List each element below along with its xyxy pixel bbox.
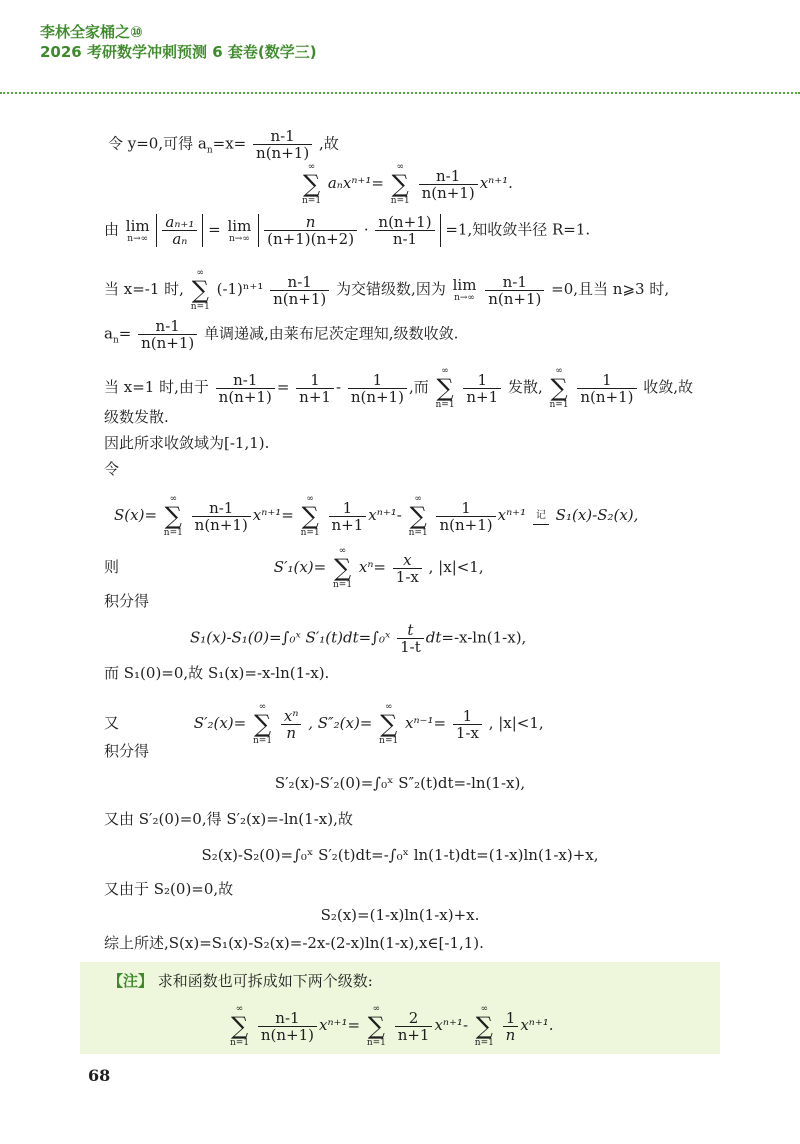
fraction: $\frac{\text{xⁿ}}{n}$ [281,708,302,741]
sum-symbol: ∞ ∑ n=1 [379,702,399,746]
book-title: 2026 考研数学冲刺预测 6 套卷(数学三) [40,43,317,61]
sum-symbol: ∞ ∑ n=1 [230,1004,250,1048]
fraction: $\frac{t}{1-t}$ [397,622,424,655]
sum-symbol: ∞ ∑ n=1 [333,546,353,590]
fraction: $\frac{1}{n+1}$ [296,372,334,405]
abs-value: $\frac{n}{(n+1)(n+2)}$ · $\frac{n(n+1)}{n-1}$ [258,214,440,247]
fraction: $\frac{1}{n}$ [503,1010,519,1043]
sum-symbol: ∞ ∑ n=1 [300,494,320,538]
text-line: $a_n=$ $\frac{n-1}{n(n+1)}$ 单调递减,由莱布尼茨定理知,级数收敛. [104,317,459,352]
text-line: 当 x=-1 时, ∞ ∑ n=1 (-1)ⁿ⁺¹ $\frac{n-1}{n(n+1)}$ 为交错级数,因为 lim n→∞ $\frac{n-1}{n(n+1)}$ =0,且当 n⩾3 时, [104,268,670,312]
text-line: 综上所述,S(x)=S₁(x)-S₂(x)=-2x-(2-x)ln(1-x),x∈[-1,1). [104,934,484,952]
sum-symbol: ∞ ∑ n=1 [366,1004,386,1048]
text-line: 又由 S′₂(0)=0,得 S′₂(x)=-ln(1-x),故 [104,810,353,828]
limit: lim n→∞ [452,276,477,303]
formula-line: S₁(x)-S₁(0)=∫₀ˣ S′₁(t)dt=∫₀ˣ $\frac{t}{1-t}$ dt=-x-ln(1-x), [190,621,527,656]
page-number: 68 [88,1066,111,1085]
limit: lim n→∞ [227,216,252,244]
series-title: 李林全家桶之⑩ [40,23,143,41]
fraction: $\frac{1}{n(n+1)}$ [436,500,495,533]
fraction: $\frac{n-1}{n(n+1)}$ [192,500,251,533]
fraction: $\frac{n-1}{n(n+1)}$ [253,128,312,161]
sum-symbol: ∞ ∑ n=1 [190,268,210,312]
fraction: $\frac{n-1}{n(n+1)}$ [138,318,197,351]
formula-line: 则 S′₁(x)= ∞ ∑ n=1 xⁿ= $\frac{x}{1-x}$ , |x|<1, [104,546,484,590]
formula-line: S′₂(x)-S′₂(0)=∫₀ˣ S″₂(t)dt=-ln(1-x), [274,774,526,792]
sum-symbol: ∞ ∑ n=1 [302,162,322,206]
formula-line: ∞ ∑ n=1 aₙxⁿ⁺¹= ∞ ∑ n=1 $\frac{n-1}{n(n+1)}$ xⁿ⁺¹. [302,162,513,206]
fraction: $\frac{n-1}{n(n+1)}$ [419,168,478,201]
limit: lim n→∞ [125,216,150,244]
sum-symbol: ∞ ∑ n=1 [435,366,455,410]
sum-symbol: ∞ ∑ n=1 [253,702,273,746]
fraction: $\frac{x}{1-x}$ [393,552,422,585]
formula-line: S₂(x)=(1-x)ln(1-x)+x. [320,906,480,924]
text-line: 积分得 [104,592,150,610]
text-line: 积分得 [104,742,150,760]
note-line: 【注】 求和函数也可拆成如下两个级数: [108,972,373,990]
fraction: $\frac{n-1}{n(n+1)}$ [485,274,544,307]
fraction: $\frac{1}{n(n+1)}$ [348,372,407,405]
fraction: $\frac{n-1}{n(n+1)}$ [216,372,275,405]
formula-line: 又 S′₂(x)= ∞ ∑ n=1 $\frac{\text{xⁿ}}{n}$ , S″₂(x)= ∞ ∑ n=1 xⁿ⁻¹= $\frac{1}{1-x}$ , |x|<1, [104,702,544,746]
text-line: 级数发散. [104,408,169,426]
text-line: 令 [104,460,120,478]
sum-symbol: ∞ ∑ n=1 [408,494,428,538]
sum-symbol: ∞ ∑ n=1 [390,162,410,206]
fraction: $\frac{n-1}{n(n+1)}$ [258,1010,317,1043]
text-line: 而 S₁(0)=0,故 S₁(x)=-x-ln(1-x). [104,664,330,682]
note-tag: 【注】 [108,972,154,990]
fraction: $\frac{2}{n+1}$ [395,1010,433,1043]
fraction: $\frac{n-1}{n(n+1)}$ [270,274,329,307]
text-line: 令 y=0,可得 $a_n=x=$ $\frac{n-1}{n(n+1)}$ ,故 [108,127,339,162]
formula-line: S(x)= ∞ ∑ n=1 $\frac{n-1}{n(n+1)}$ xⁿ⁺¹= ∞ ∑ n=1 $\frac{1}{n+1}$ xⁿ⁺¹- ∞ ∑ n=1 $\frac{1}{n(n+1)}$ xⁿ⁺¹ 记 S₁(x)-S₂(x), [114,494,639,538]
text-line: 又由于 S₂(0)=0,故 [104,880,234,898]
text-line: 因此所求收敛域为[-1,1). [104,434,270,452]
sum-symbol: ∞ ∑ n=1 [549,366,569,410]
fraction: $\frac{1}{n+1}$ [329,500,367,533]
header-divider [0,92,800,94]
fraction: $\frac{1}{n(n+1)}$ [577,372,636,405]
text-line: 由 lim n→∞ $\frac{\text{aₙ₊₁}}{\text{aₙ}}$ = lim n→∞ $\frac{n}{(n+1)(n+2)}$ · $\frac{n(n+1)}{n-1}$ =1,知收敛半径 R=1. [104,213,591,248]
text-line: 当 x=1 时,由于 $\frac{n-1}{n(n+1)}$ = $\frac{1}{n+1}$ - $\frac{1}{n(n+1)}$ ,而 ∞ ∑ n=1 $\frac{1}{n+1}$ 发散, ∞ ∑ n=1 $\frac{1}{n(n+1)}$ 收敛,故 [104,366,694,410]
fraction: $\frac{1}{n+1}$ [463,372,501,405]
note-formula: ∞ ∑ n=1 $\frac{n-1}{n(n+1)}$ xⁿ⁺¹= ∞ ∑ n=1 $\frac{2}{n+1}$ xⁿ⁺¹- ∞ ∑ n=1 $\frac{1}{n}$ xⁿ⁺¹. [230,1004,554,1048]
sum-symbol: ∞ ∑ n=1 [474,1004,494,1048]
fraction: $\frac{1}{1-x}$ [453,708,482,741]
running-header [40,22,317,62]
sum-symbol: ∞ ∑ n=1 [163,494,183,538]
abs-value: $\frac{\text{aₙ₊₁}}{\text{aₙ}}$ [156,214,203,247]
formula-line: S₂(x)-S₂(0)=∫₀ˣ S′₂(t)dt=-∫₀ˣ ln(1-t)dt=(1-x)ln(1-x)+x, [201,846,599,864]
defined-as: 记 [533,508,549,525]
